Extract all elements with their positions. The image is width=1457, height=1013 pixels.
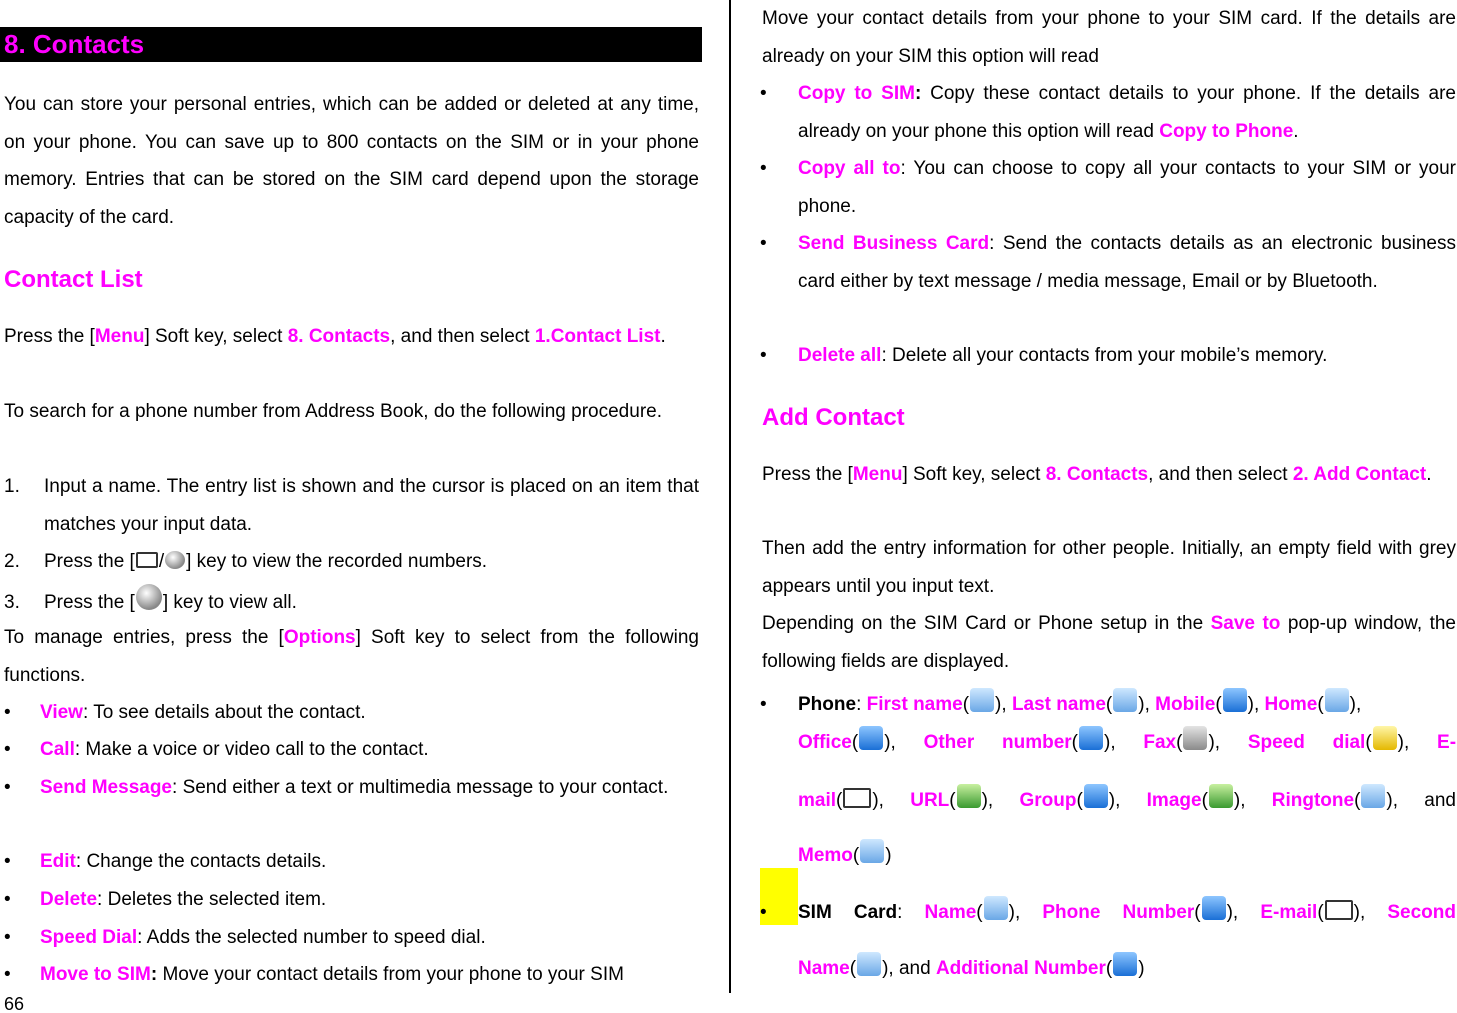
office-icon bbox=[859, 726, 883, 750]
phone-fields-line: Office( ), Other number( ), Fax( ), Speed dial( ), E- bbox=[760, 724, 1456, 762]
round-key-icon bbox=[136, 584, 162, 610]
step-item: 3. Press the [ ] key to view all. bbox=[4, 584, 699, 622]
sim-fields-line: Name( ), and Additional Number( ) bbox=[760, 950, 1456, 988]
memo-icon bbox=[860, 839, 884, 863]
person-icon bbox=[1113, 688, 1137, 712]
manage-paragraph: To manage entries, press the [Options] Soft key to select from the following functions. bbox=[4, 627, 699, 686]
home-icon bbox=[1325, 688, 1349, 712]
then-paragraph: Then add the entry information for other people. Initially, an empty field with grey appears until you input text. bbox=[762, 538, 1456, 597]
mobile-icon bbox=[1202, 896, 1226, 920]
email-icon bbox=[843, 788, 871, 808]
function-item: • Copy to SIM: Copy these contact details to your phone. If the details are already on your phone this option will read Copy to Phone. bbox=[760, 83, 1456, 142]
function-item: • Send Message: Send either a text or multimedia message to your contact. bbox=[4, 777, 669, 798]
step-item: 1. Input a name. The entry list is shown and the cursor is placed on an item that matches your input data. bbox=[4, 476, 699, 535]
phone-fields-line: mail( ), URL( ), Group( ), Image( ), Ringtone( ), and bbox=[760, 782, 1456, 820]
email-icon bbox=[1325, 900, 1353, 920]
function-item: • View: To see details about the contact. bbox=[4, 702, 366, 723]
person-icon bbox=[857, 952, 881, 976]
section-title-bar bbox=[0, 27, 702, 62]
fax-icon bbox=[1183, 726, 1207, 750]
function-item: • Edit: Change the contacts details. bbox=[4, 851, 327, 872]
move-to-sim-continuation: Move your contact details from your phone to your SIM card. If the details are already on your SIM this option will read bbox=[762, 8, 1456, 67]
search-paragraph: To search for a phone number from Address Book, do the following procedure. bbox=[4, 401, 662, 422]
function-item: • Copy all to: You can choose to copy all your contacts to your SIM or your phone. bbox=[760, 158, 1456, 217]
phone-icon bbox=[165, 551, 185, 569]
other-number-icon bbox=[1113, 952, 1137, 976]
function-item: • Delete all: Delete all your contacts from your mobile’s memory. bbox=[760, 345, 1328, 366]
section-title: 8. Contacts bbox=[4, 29, 145, 59]
speed-dial-icon bbox=[1373, 726, 1397, 750]
step-item: 2. Press the [ / ] key to view the recorded numbers. bbox=[4, 551, 488, 572]
url-icon bbox=[957, 784, 981, 808]
column-divider bbox=[729, 0, 731, 993]
sim-fields-item: • SIM Card: Name( ), Phone Number( ), E-mail( ), Second bbox=[760, 894, 1456, 932]
function-item-move-to-sim: • Move to SIM: Move your contact details from your phone to your SIM bbox=[4, 964, 624, 985]
page-number: 66 bbox=[4, 994, 25, 1013]
add-contact-heading: Add Contact bbox=[762, 404, 905, 431]
other-number-icon bbox=[1079, 726, 1103, 750]
ringtone-icon bbox=[1361, 784, 1385, 808]
image-icon bbox=[1209, 784, 1233, 808]
envelope-icon bbox=[136, 552, 158, 568]
mobile-icon bbox=[1223, 688, 1247, 712]
function-item: • Send Business Card: Send the contacts details as an electronic business card either by text message / media message, Email or by Bluetooth. bbox=[760, 233, 1456, 292]
function-item: • Call: Make a voice or video call to the contact. bbox=[4, 739, 429, 760]
person-icon bbox=[984, 896, 1008, 920]
phone-fields-line: Memo( ) bbox=[760, 837, 1456, 875]
contact-list-heading: Contact List bbox=[4, 266, 143, 293]
group-icon bbox=[1084, 784, 1108, 808]
phone-fields-item: • Phone: First name( ), Last name( ), Mobile( ), Home( ), bbox=[760, 686, 1456, 723]
contact-list-press-paragraph: Press the [Menu] Soft key, select 8. Contacts, and then select 1.Contact List. bbox=[4, 326, 666, 347]
depending-paragraph: Depending on the SIM Card or Phone setup in the Save to pop-up window, the following fields are displayed. bbox=[762, 613, 1456, 672]
add-contact-press-paragraph: Press the [Menu] Soft key, select 8. Contacts, and then select 2. Add Contact. bbox=[762, 464, 1432, 485]
person-icon bbox=[970, 688, 994, 712]
function-item: • Delete: Deletes the selected item. bbox=[4, 889, 327, 910]
intro-paragraph: You can store your personal entries, which can be added or deleted at any time, on your phone. You can save up to 800 contacts on the SIM or in your phone memory. Entries that can be stored on the SIM card depend upon the storage capacity of the card. bbox=[4, 94, 699, 228]
function-item: • Speed Dial: Adds the selected number to speed dial. bbox=[4, 927, 486, 948]
